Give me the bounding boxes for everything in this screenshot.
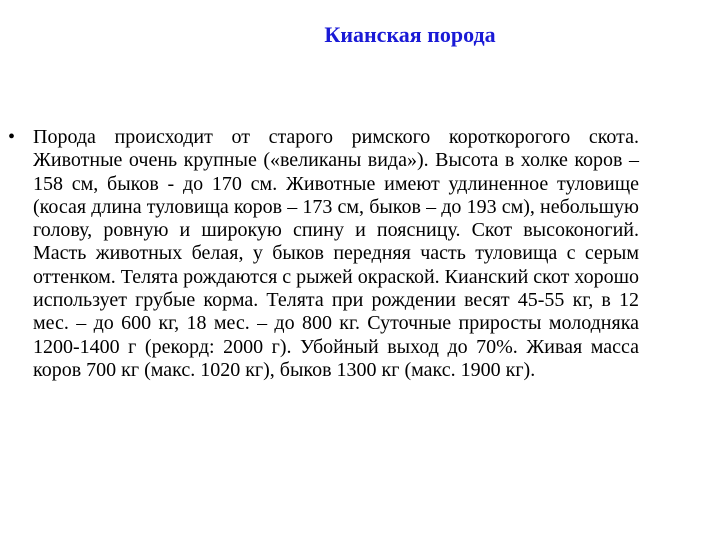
bullet-text: Порода происходит от старого римского короткорогого скота. Животные очень крупные («великаны вида»). Высота в холке коров – 158 см, быков - до 170 см. Животные имеют удлиненное туловище (косая длина туловища коров – 173 см, быков – до 193 см), небольшую голову, ровную и широкую спину и поясницу. Скот высоконогий. Масть животных белая, у быков передняя часть туловища с серым оттенком. Телята рождаются с рыжей окраской. Кианский скот хорошо использует грубые корма. Телята при рождении весят 45-55 кг, в 12 мес. – до 600 кг, 18 мес. – до 800 кг. Суточные приросты молодняка 1200-1400 г (рекорд: 2000 г). Убойный выход до 70%. Живая масса коров 700 кг (макс. 1020 кг), быков 1300 кг (макс. 1900 кг). xyxy=(33,126,639,381)
bullet-marker: • xyxy=(8,126,16,148)
slide-title: Кианская порода xyxy=(324,22,496,47)
